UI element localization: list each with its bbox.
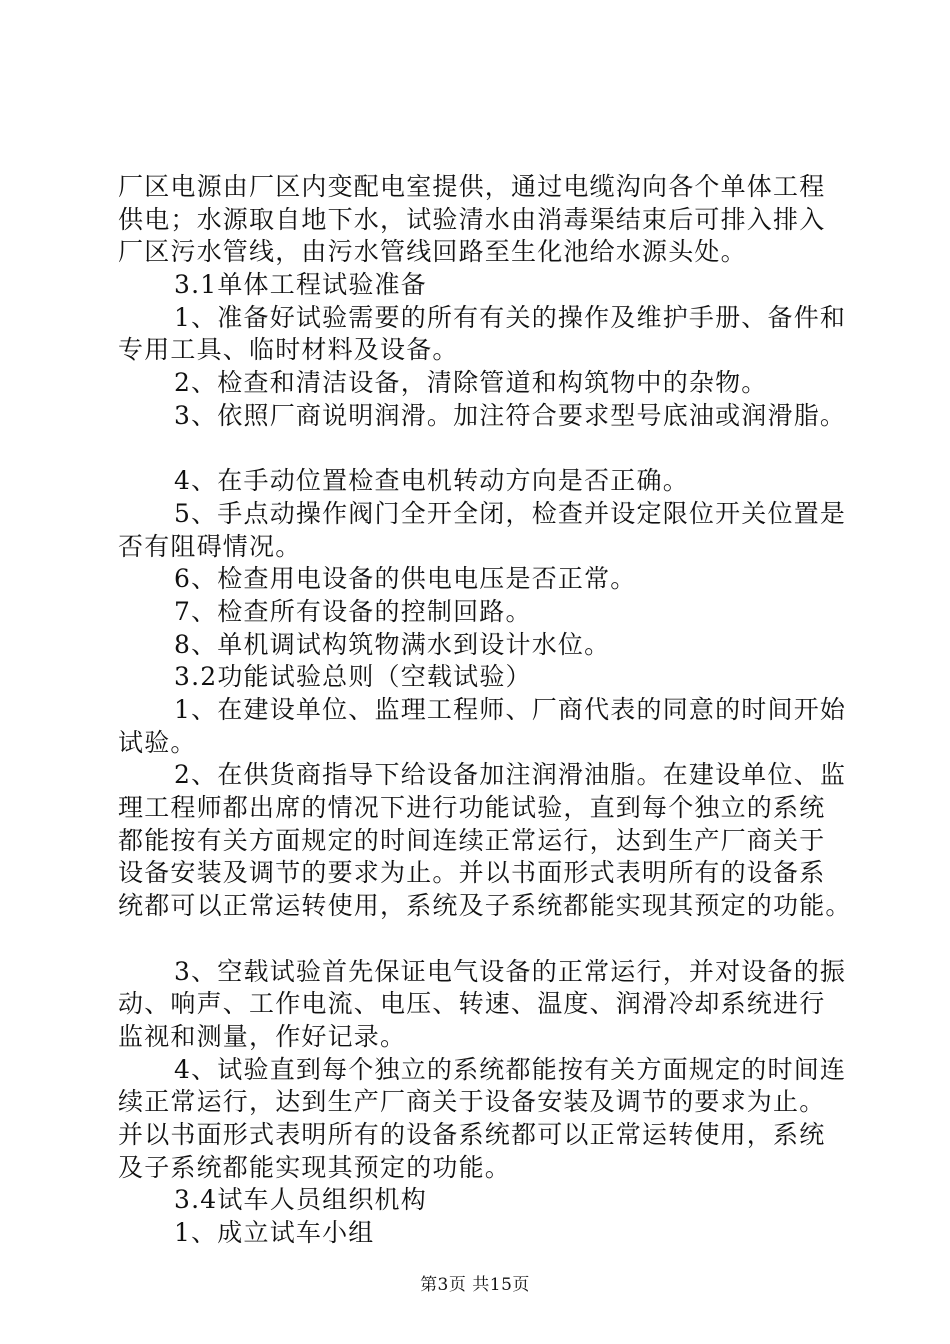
text-line: 3、依照厂商说明润滑。加注符合要求型号底油或润滑脂。 xyxy=(174,400,847,430)
text-line: 3.4试车人员组织机构 xyxy=(174,1185,427,1215)
text-line: 8、单机调试构筑物满水到设计水位。 xyxy=(174,629,611,659)
text-line: 设备安装及调节的要求为止。并以书面形式表明所有的设备系 xyxy=(118,858,826,888)
text-line: 1、准备好试验需要的所有有关的操作及维护手册、备件和 xyxy=(174,302,847,332)
text-line: 监视和测量，作好记录。 xyxy=(118,1021,407,1051)
text-line: 统都可以正常运转使用，系统及子系统都能实现其预定的功能。 xyxy=(118,891,852,921)
text-line: 2、检查和清洁设备，清除管道和构筑物中的杂物。 xyxy=(174,368,768,398)
text-line: 厂区电源由厂区内变配电室提供，通过电缆沟向各个单体工程 xyxy=(118,172,826,201)
text-line: 1、成立试车小组 xyxy=(174,1218,375,1247)
section-heading-3-2 xyxy=(118,661,838,694)
text-line: 6、检查用电设备的供电电压是否正常。 xyxy=(174,564,637,594)
text-line: 否有阻碍情况。 xyxy=(118,531,302,561)
text-line: 厂区污水管线，由污水管线回路至生化池给水源头处。 xyxy=(118,237,747,267)
text-line: 并以书面形式表明所有的设备系统都可以正常运转使用，系统 xyxy=(118,1119,826,1149)
text-line: 3.1单体工程试验准备 xyxy=(174,270,427,300)
text-line: 及子系统都能实现其预定的功能。 xyxy=(118,1152,512,1182)
section-heading-3-1 xyxy=(118,269,838,302)
paragraph-item-3-lubricate xyxy=(118,400,847,433)
text-line: 3.2功能试验总则（空载试验） xyxy=(174,662,532,692)
text-line: 7、检查所有设备的控制回路。 xyxy=(174,596,532,626)
text-line: 供电；水源取自地下水，试验清水由消毒渠结束后可排入排入 xyxy=(118,204,826,234)
paragraph-item-6-voltage xyxy=(118,563,838,596)
text-line: 都能按有关方面规定的时间连续正常运行，达到生产厂商关于 xyxy=(118,825,826,855)
text-line: 理工程师都出席的情况下进行功能试验，直到每个独立的系统 xyxy=(118,793,826,823)
text-line: 2、在供货商指导下给设备加注润滑油脂。在建设单位、监 xyxy=(174,760,847,790)
text-line: 动、响声、工作电流、电压、转速、温度、润滑冷却系统进行 xyxy=(118,989,826,1019)
text-line: 专用工具、临时材料及设备。 xyxy=(118,335,459,365)
paragraph-item-4-motor xyxy=(118,465,838,498)
text-line: 4、在手动位置检查电机转动方向是否正确。 xyxy=(174,466,689,496)
paragraph-item-7-control xyxy=(118,596,838,629)
blank-line xyxy=(118,923,838,956)
page-number-footer: 第3页 共15页 xyxy=(420,1275,530,1295)
paragraph-item-5-valve xyxy=(118,498,847,563)
paragraph-item-1-start-test xyxy=(118,694,847,759)
paragraph-item-4-continuous-run xyxy=(118,1054,847,1185)
paragraph-item-8-water-level xyxy=(118,629,838,662)
text-line: 1、在建设单位、监理工程师、厂商代表的同意的时间开始 xyxy=(174,695,847,724)
text-line: 4、试验直到每个独立的系统都能按有关方面规定的时间连 xyxy=(174,1054,847,1084)
text-line: 续正常运行，达到生产厂商关于设备安装及调节的要求为止。 xyxy=(118,1087,826,1117)
paragraph-item-2-function-test xyxy=(118,759,852,922)
paragraph-power-water-supply xyxy=(118,171,838,269)
document-body xyxy=(118,171,852,1250)
text-line: 5、手点动操作阀门全开全闭，检查并设定限位开关位置是 xyxy=(174,498,847,528)
section-heading-3-4 xyxy=(118,1184,838,1217)
blank-line xyxy=(118,433,838,466)
text-line: 试验。 xyxy=(118,727,197,757)
paragraph-item-1-trial-team xyxy=(118,1217,838,1250)
paragraph-item-1-prepare xyxy=(118,302,847,367)
text-line: 3、空载试验首先保证电气设备的正常运行，并对设备的振 xyxy=(174,956,847,986)
paragraph-item-2-clean xyxy=(118,367,838,400)
paragraph-item-3-no-load xyxy=(118,956,847,1054)
